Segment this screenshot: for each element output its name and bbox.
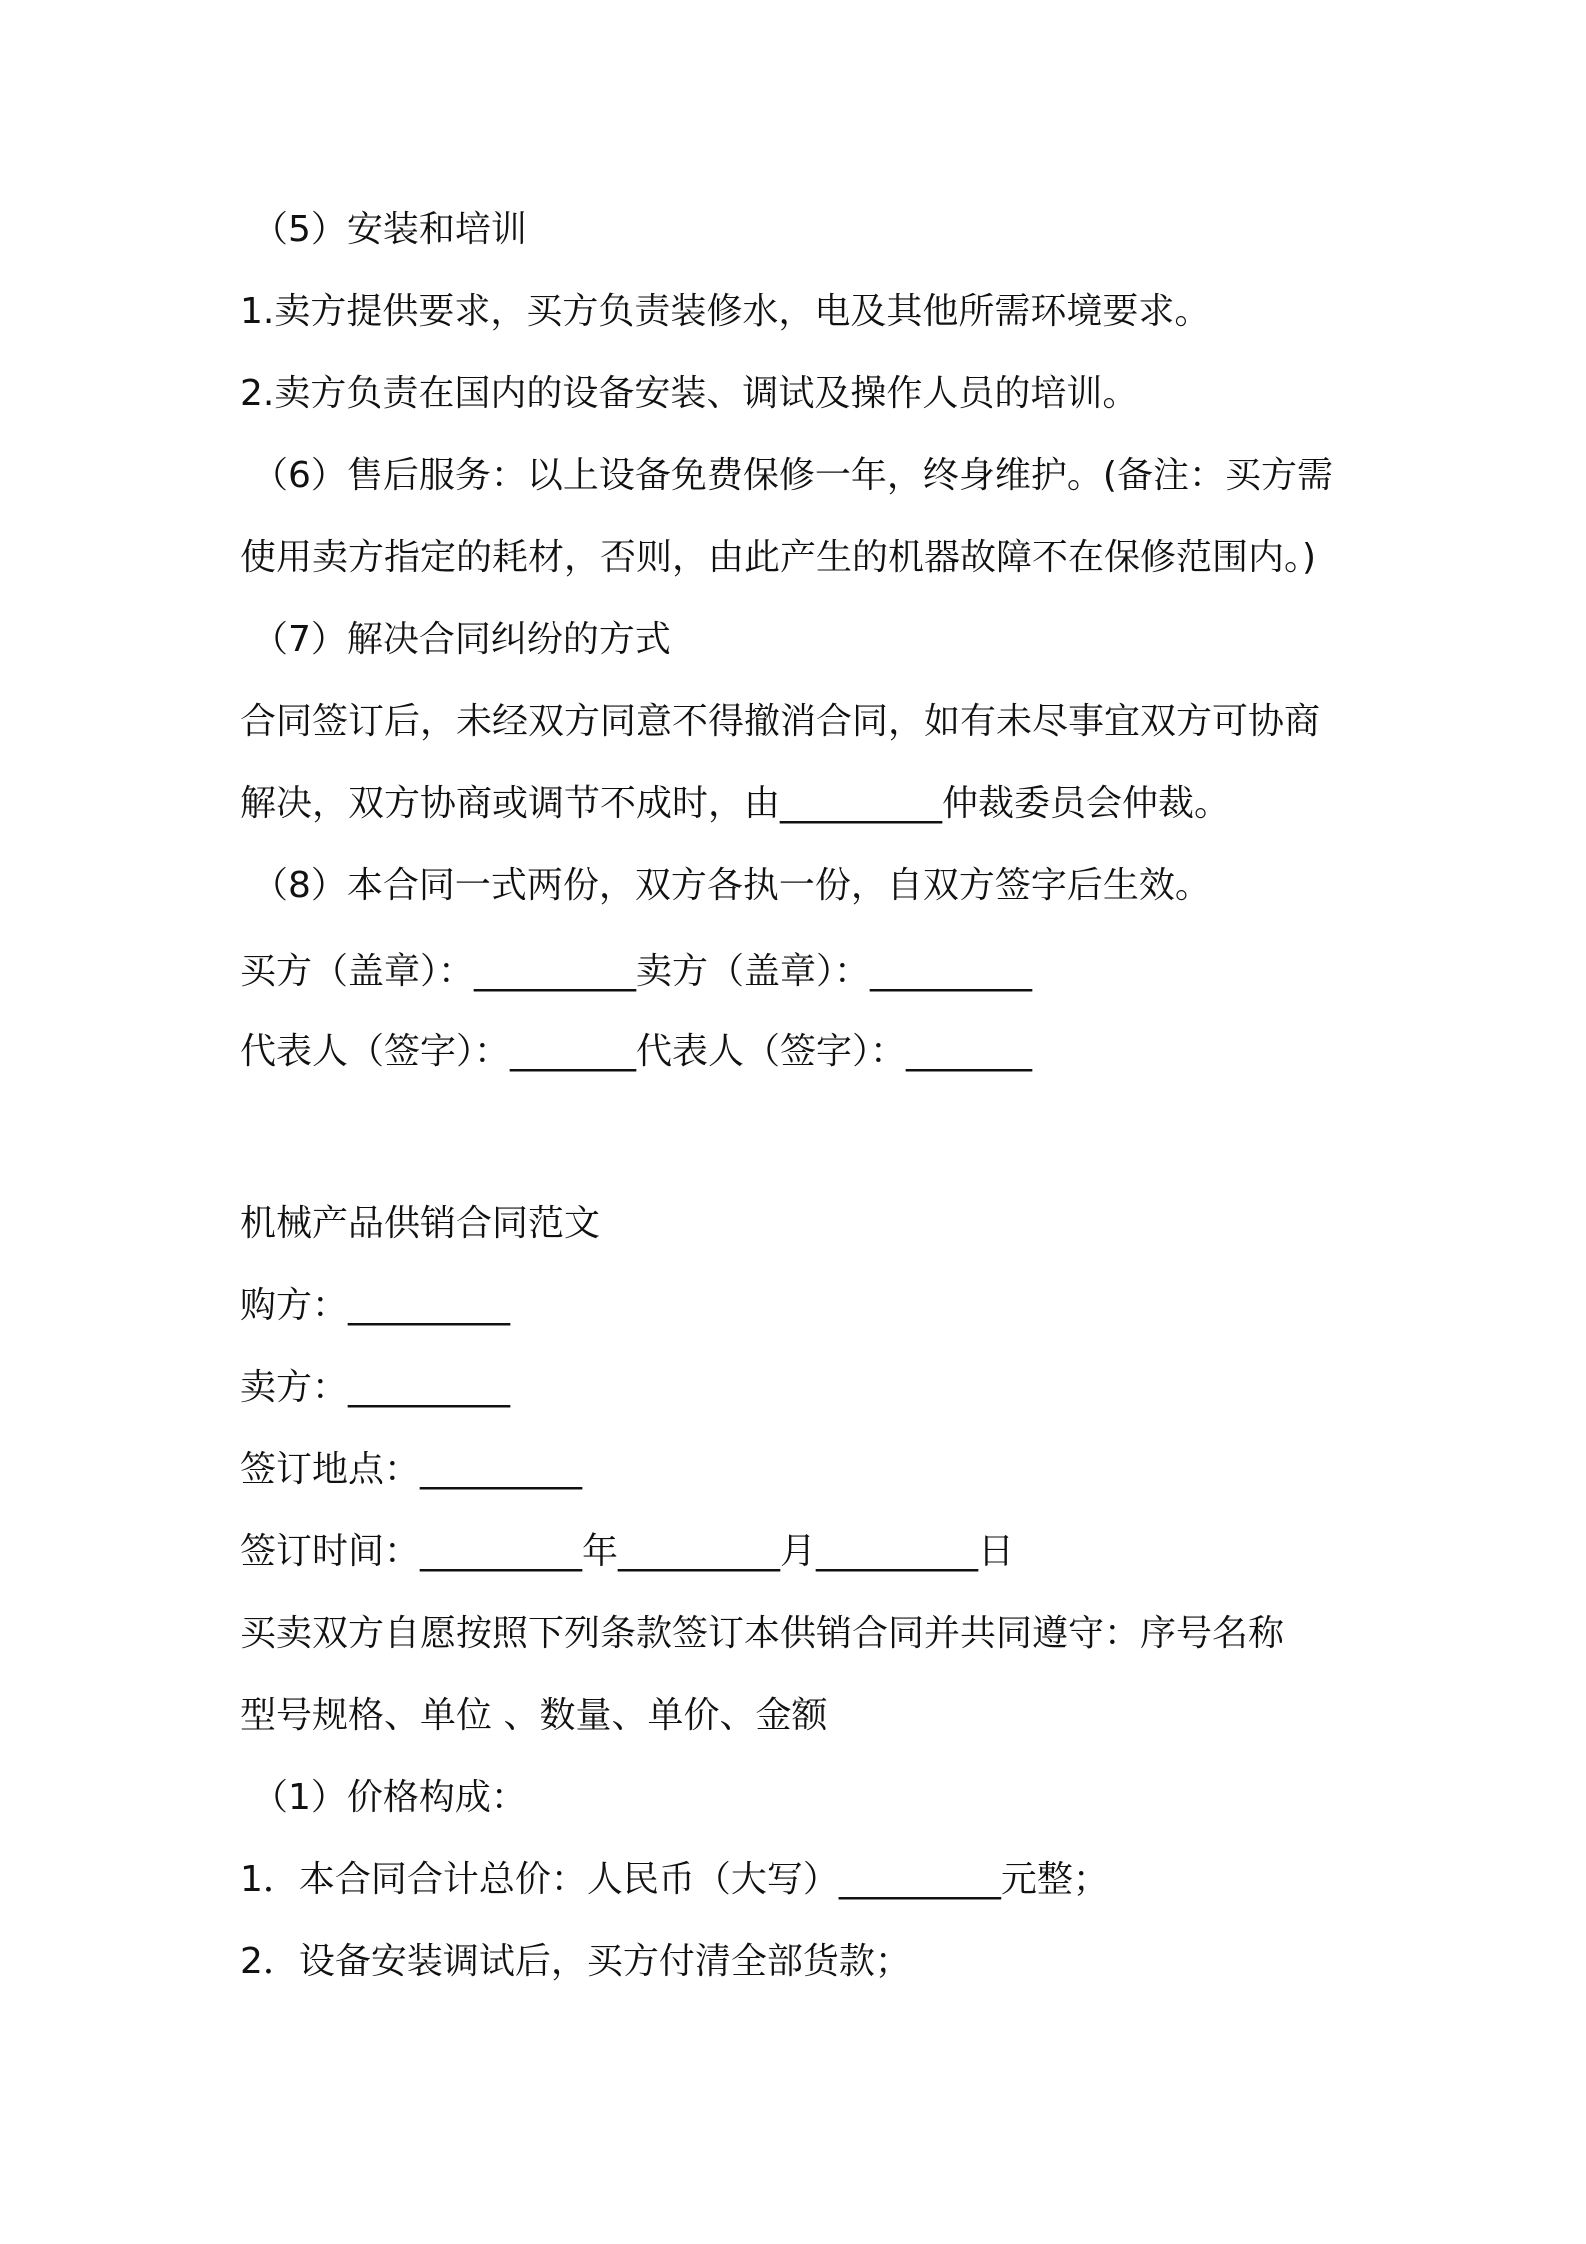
- section-5-heading: （5）安装和培训: [252, 209, 527, 250]
- signing-location-line: 签订地点：_________: [240, 1449, 583, 1490]
- representative-signature-line: 代表人（签字）：_______代表人（签字）：_______: [240, 1031, 1033, 1072]
- signature-seal-line: 买方（盖章）：_________卖方（盖章）：_________: [240, 951, 1033, 992]
- price-item-1: 1．本合同合计总价：人民币（大写）_________元整；: [240, 1859, 1109, 1900]
- document-title: 机械产品供销合同范文: [240, 1203, 601, 1244]
- paragraph-line: 2.卖方负责在国内的设备安装、调试及操作人员的培训。: [240, 373, 1139, 414]
- price-item-2: 2．设备安装调试后，买方付清全部货款；: [240, 1941, 911, 1982]
- paragraph-line: 合同签订后，未经双方同意不得撤消合同，如有未尽事宜双方可协商: [240, 701, 1321, 742]
- section-7-heading: （7）解决合同纠纷的方式: [252, 619, 671, 660]
- paragraph-line: 使用卖方指定的耗材，否则，由此产生的机器故障不在保修范围内。): [240, 537, 1317, 578]
- seller-field-line: 卖方：_________: [240, 1367, 511, 1408]
- paragraph-line: 1.卖方提供要求，买方负责装修水，电及其他所需环境要求。: [240, 291, 1211, 332]
- buyer-field-line: 购方：_________: [240, 1285, 511, 1326]
- section-6-heading: （6）售后服务：以上设备免费保修一年，终身维护。(备注：买方需: [252, 455, 1333, 496]
- section-8-heading: （8）本合同一式两份，双方各执一份，自双方签字后生效。: [252, 865, 1211, 906]
- paragraph-line: 解决，双方协商或调节不成时，由_________仲裁委员会仲裁。: [240, 783, 1231, 824]
- signing-date-line: 签订时间：_________年_________月_________日: [240, 1531, 1015, 1572]
- paragraph-line: 型号规格、单位 、数量、单价、金额: [240, 1695, 828, 1736]
- price-section-heading: （1）价格构成：: [252, 1777, 527, 1818]
- paragraph-line: 买卖双方自愿按照下列条款签订本供销合同并共同遵守：序号名称: [240, 1613, 1285, 1654]
